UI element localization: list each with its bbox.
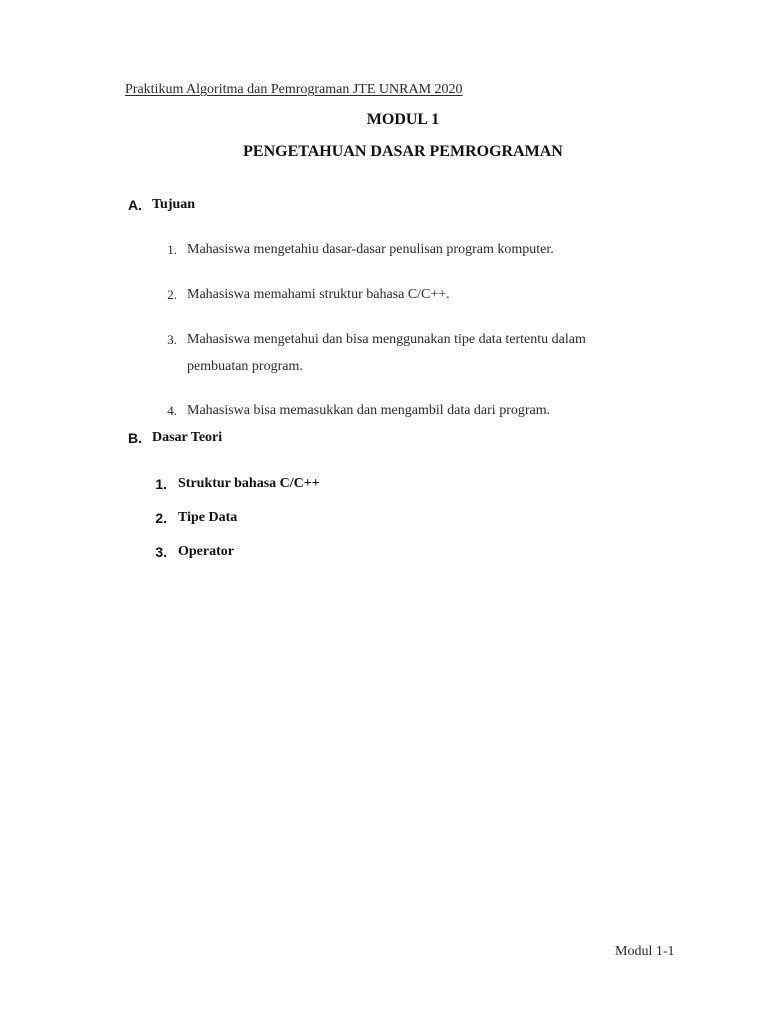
objective-number: 2. xyxy=(167,287,177,302)
topic-number: 3. xyxy=(155,544,167,560)
topic-title: Tipe Data xyxy=(178,510,238,525)
section-a-title: Tujuan xyxy=(152,197,196,212)
section-a-marker: A. xyxy=(128,197,142,213)
objective-number: 3. xyxy=(167,332,177,347)
objective-text-continued: pembuatan program. xyxy=(187,359,303,374)
page-number-footer: Modul 1-1 xyxy=(615,944,675,959)
section-b-marker: B. xyxy=(128,430,142,446)
objective-text: Mahasiswa memahami struktur bahasa C/C++. xyxy=(187,287,450,302)
objective-text: Mahasiswa mengetahui dan bisa menggunakan tipe data tertentu dalam xyxy=(187,332,586,347)
topic-title: Struktur bahasa C/C++ xyxy=(178,476,320,491)
running-header: Praktikum Algoritma dan Pemrograman JTE UNRAM 2020 xyxy=(125,82,463,97)
objective-text: Mahasiswa mengetahiu dasar-dasar penulisan program komputer. xyxy=(187,242,554,257)
module-label: MODUL 1 xyxy=(366,111,440,128)
objective-text: Mahasiswa bisa memasukkan dan mengambil data dari program. xyxy=(187,403,551,418)
topic-number: 1. xyxy=(155,476,167,492)
topic-number: 2. xyxy=(155,510,167,526)
objective-number: 1. xyxy=(167,242,177,257)
module-heading: PENGETAHUAN DASAR PEMROGRAMAN xyxy=(243,143,563,160)
section-b-title: Dasar Teori xyxy=(152,430,223,445)
objective-number: 4. xyxy=(167,403,177,418)
topic-title: Operator xyxy=(178,544,234,559)
